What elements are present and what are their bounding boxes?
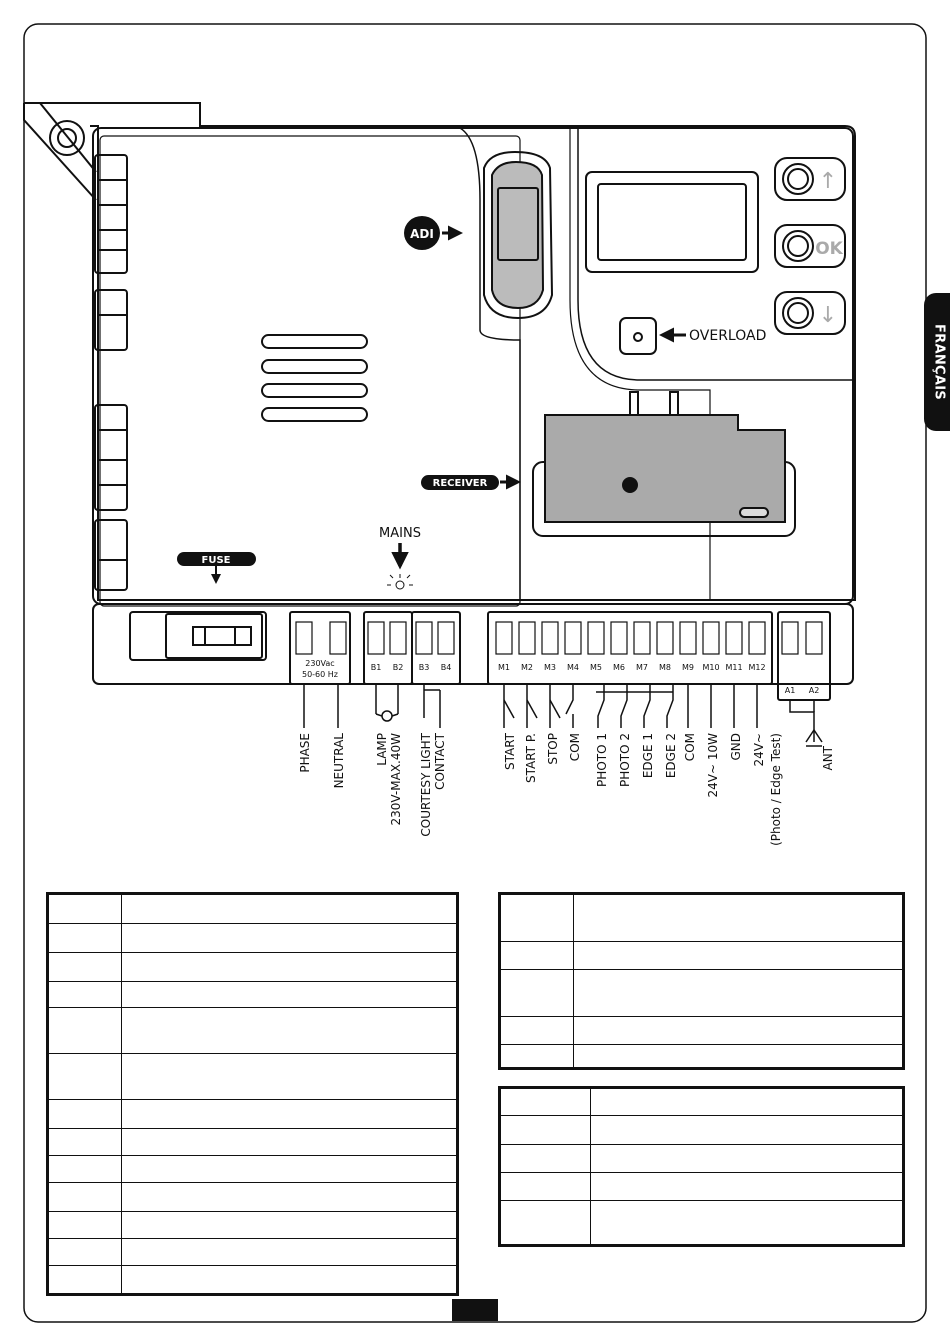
fuse-callout — [177, 552, 256, 582]
right-top-table — [498, 892, 905, 1070]
label-neutral: NEUTRAL — [332, 733, 346, 789]
board-outline — [24, 103, 855, 700]
mains-label: MAINS — [379, 526, 421, 541]
fuse-label: FUSE — [201, 555, 231, 566]
terminal-label-b3: B3 — [418, 663, 430, 672]
up-arrow-icon: ↑ — [818, 169, 838, 194]
mains-rating-2: 50-60 Hz — [301, 670, 339, 679]
page-number-box — [452, 1299, 498, 1321]
terminal-label-b1: B1 — [370, 663, 382, 672]
terminal-label-b4: B4 — [440, 663, 452, 672]
label-24v-test-1: 24V~ — [752, 733, 766, 767]
label-courtesy-1: COURTESY LIGHT — [419, 733, 433, 837]
label-courtesy-2: CONTACT — [433, 733, 447, 790]
label-ant: ANT — [821, 746, 835, 771]
terminal-label-m1: M1 — [498, 663, 510, 672]
right-bottom-table — [498, 1086, 905, 1247]
adi-label: ADI — [410, 227, 434, 241]
mains-rating-1: 230Vac — [305, 659, 335, 668]
label-phase: PHASE — [298, 733, 312, 773]
label-edge-1: EDGE 1 — [641, 733, 655, 779]
label-24v-10w: 24V~ 10W — [706, 733, 720, 798]
terminal-label-a2: A2 — [808, 686, 820, 695]
terminal-label-m11: M11 — [725, 663, 743, 672]
language-tab-label: FRANÇAIS — [931, 323, 947, 401]
terminal-label-m9: M9 — [682, 663, 694, 672]
terminal-label-m8: M8 — [659, 663, 671, 672]
terminal-label-b2: B2 — [392, 663, 404, 672]
overload-label: OVERLOAD — [689, 328, 767, 344]
terminal-label-m12: M12 — [748, 663, 766, 672]
label-com-1: COM — [568, 733, 582, 762]
label-photo-1: PHOTO 1 — [595, 733, 609, 787]
terminal-label-a1: A1 — [784, 686, 796, 695]
label-photo-2: PHOTO 2 — [618, 733, 632, 787]
label-start-p: START P. — [524, 733, 538, 784]
adi-callout — [404, 216, 460, 250]
ok-icon: OK — [815, 239, 843, 259]
terminal-label-m2: M2 — [521, 663, 533, 672]
overload-callout — [662, 328, 766, 344]
label-lamp-1: LAMP — [375, 733, 389, 766]
terminal-label-m5: M5 — [590, 663, 602, 672]
left-terminal-table — [46, 892, 459, 1296]
receiver-label: RECEIVER — [432, 478, 488, 489]
label-lamp-2: 230V-MAX.40W — [389, 733, 403, 826]
terminal-label-m10: M10 — [702, 663, 720, 672]
label-24v-test-2: (Photo / Edge Test) — [769, 733, 783, 846]
terminal-label-m4: M4 — [567, 663, 579, 672]
label-edge-2: EDGE 2 — [664, 733, 678, 779]
terminal-screws — [296, 622, 822, 654]
language-tab — [924, 293, 950, 431]
down-arrow-icon: ↓ — [818, 303, 838, 328]
terminal-label-m6: M6 — [613, 663, 625, 672]
mains-callout — [379, 526, 421, 589]
label-start: START — [503, 733, 517, 771]
receiver-callout — [421, 475, 518, 490]
label-com-2: COM — [683, 733, 697, 762]
label-stop: STOP — [546, 733, 560, 765]
terminal-label-m3: M3 — [544, 663, 556, 672]
terminal-label-m7: M7 — [636, 663, 648, 672]
label-gnd: GND — [729, 733, 743, 761]
